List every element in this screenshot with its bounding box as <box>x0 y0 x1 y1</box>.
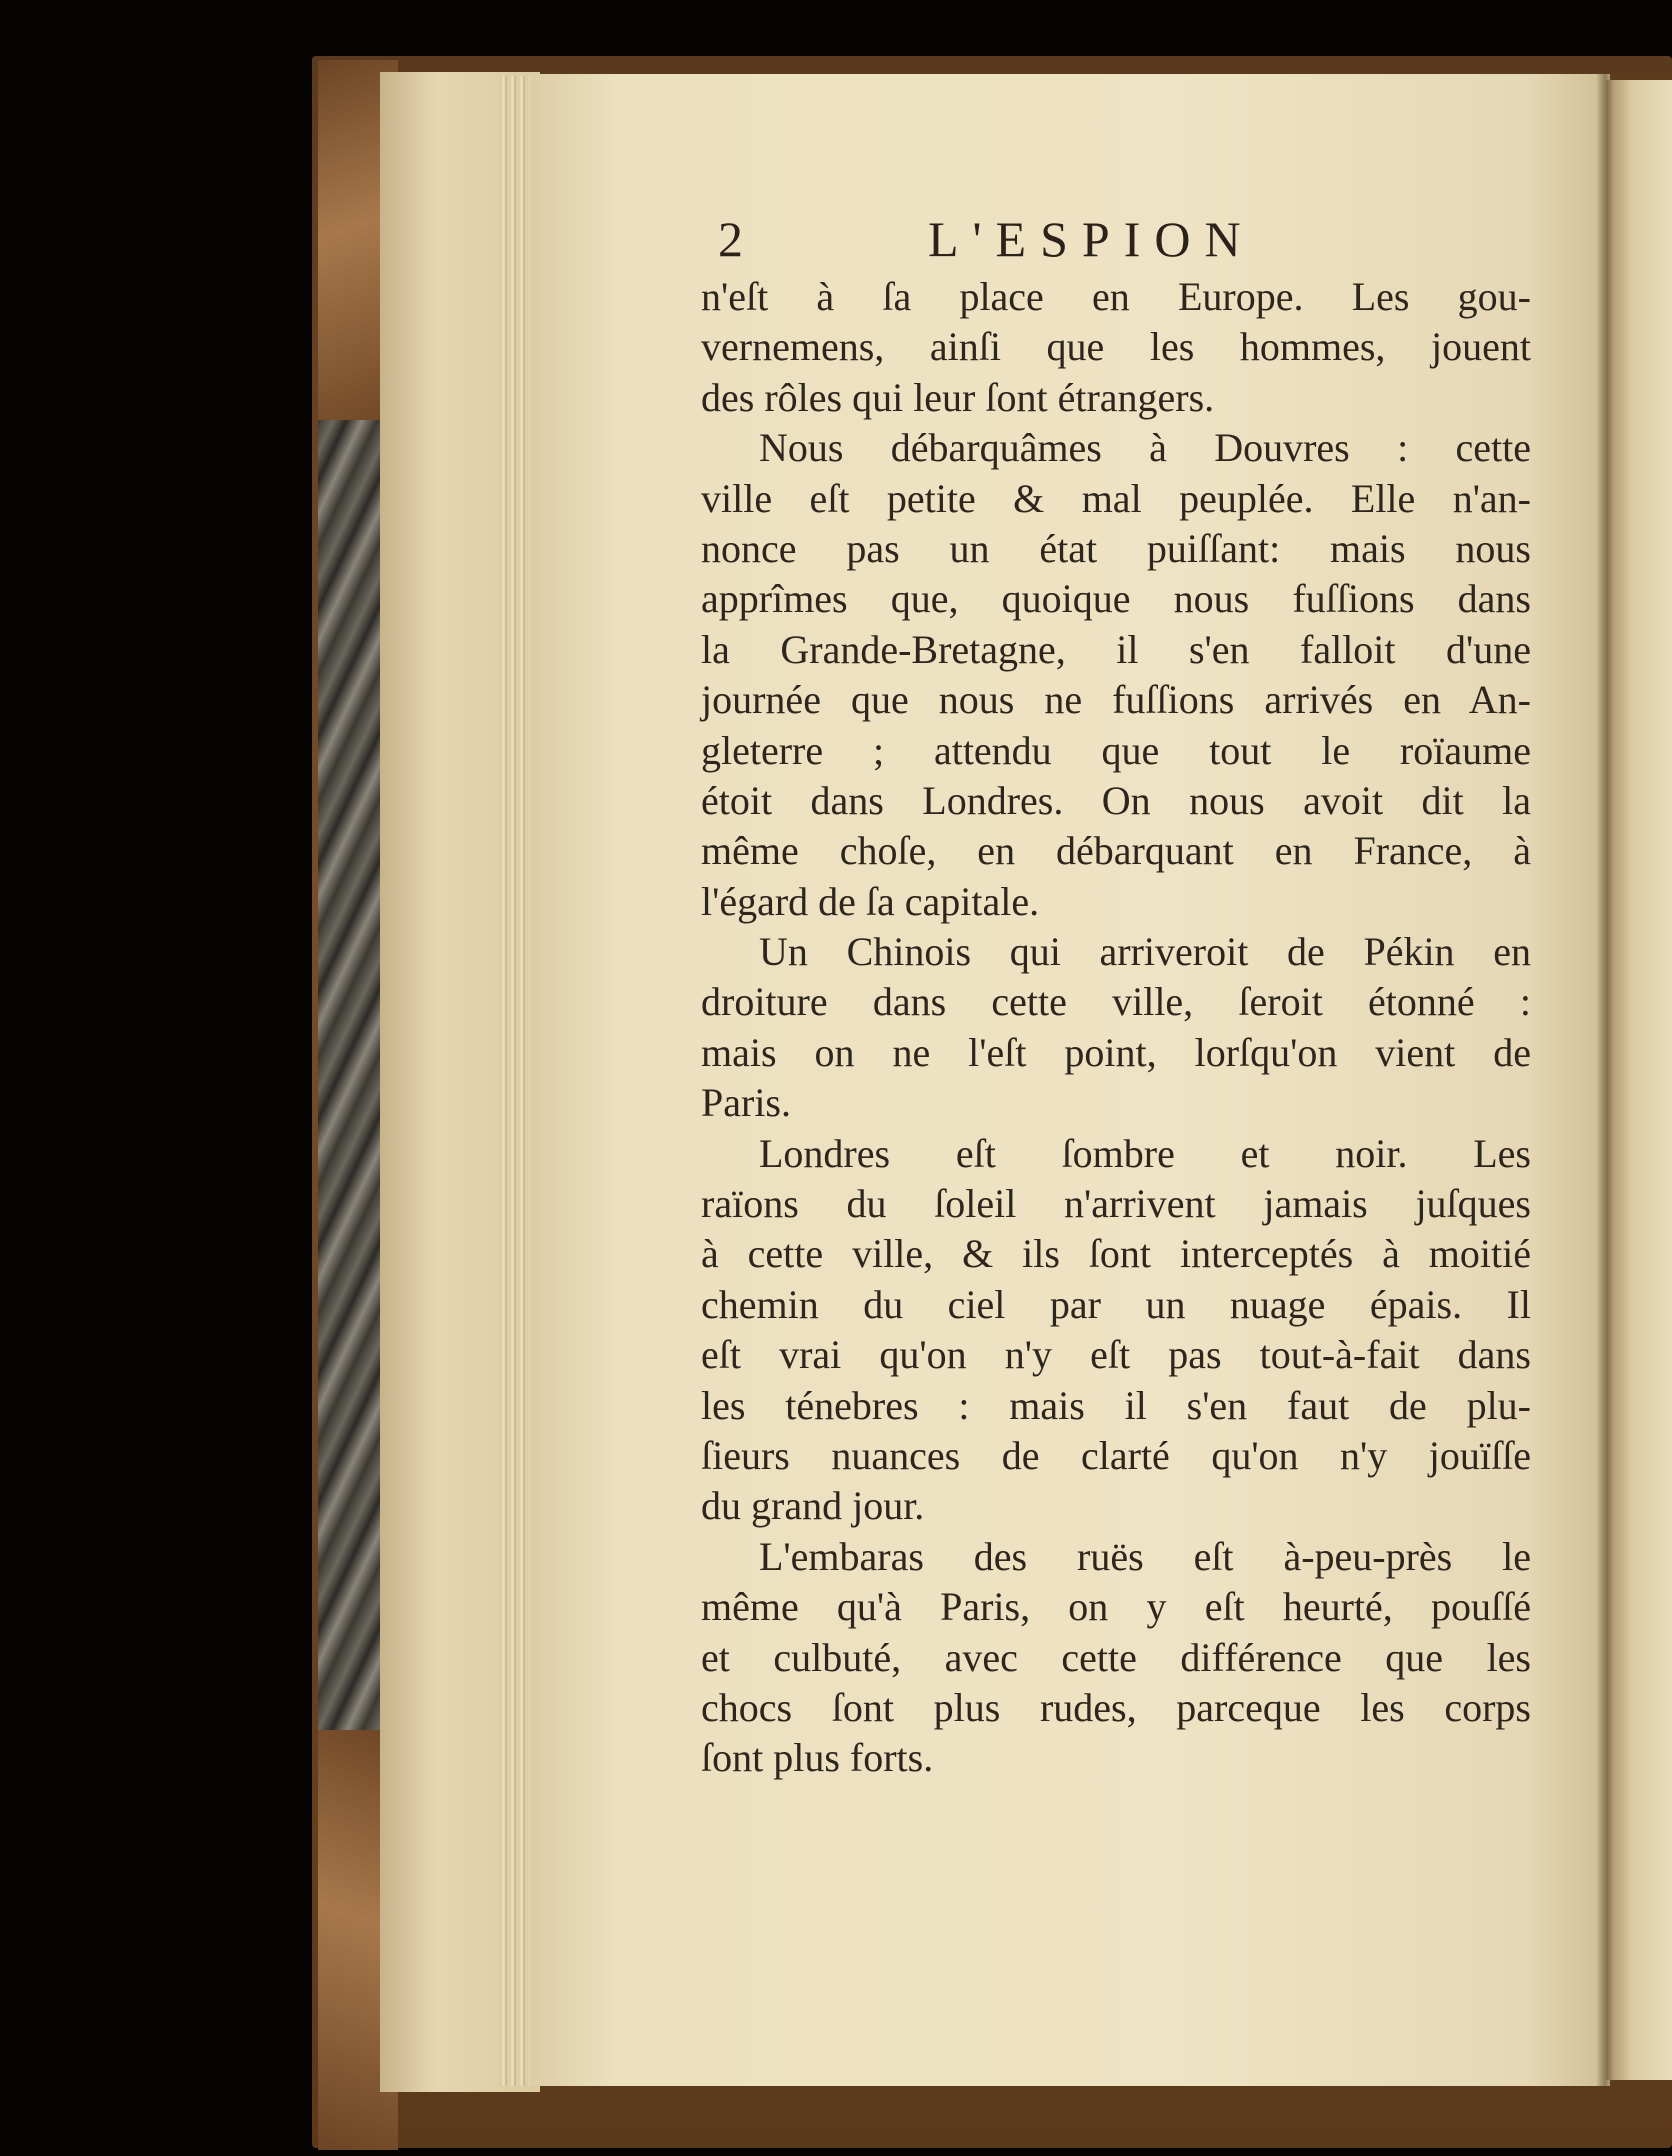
running-title: L'ESPION <box>928 211 1255 267</box>
text-line: raïons du ſoleil n'arrivent jamais juſques <box>701 1181 1531 1227</box>
text-line: à cette ville, & ils ſont interceptés à moitié <box>701 1231 1531 1277</box>
text-line: les ténebres : mais il s'en faut de plu- <box>701 1382 1531 1428</box>
text-line: L'embaras des ruës eſt à-peu-près le <box>759 1533 1531 1579</box>
text-line: du grand jour. <box>701 1483 925 1529</box>
text-line: même choſe, en débarquant en France, à <box>701 828 1531 874</box>
page-body <box>701 272 1531 1784</box>
text-line: même qu'à Paris, on y eſt heurté, pouſſé <box>701 1584 1531 1630</box>
text-line: chocs ſont plus rudes, parceque les corps <box>701 1684 1531 1730</box>
text-line: ſieurs nuances de clarté qu'on n'y jouïſſe <box>701 1432 1531 1478</box>
text-line: eſt vrai qu'on n'y eſt pas tout-à-fait dans <box>701 1332 1531 1378</box>
text-line: l'égard de ſa capitale. <box>701 878 1040 924</box>
text-line: droiture dans cette ville, ſeroit étonné : <box>701 979 1531 1025</box>
facing-page-edge <box>1606 80 1672 2080</box>
text-line: nonce pas un état puiſſant: mais nous <box>701 525 1531 571</box>
text-line: mais on ne l'eſt point, lorſqu'on vient de <box>701 1029 1531 1075</box>
text-line: n'eſt à ſa place en Europe. Les gou- <box>701 274 1531 319</box>
text-line: Paris. <box>701 1080 791 1126</box>
text-line: des rôles qui leur ſont étrangers. <box>701 374 1215 420</box>
text-line: gleterre ; attendu que tout le roïaume <box>701 727 1531 773</box>
text-line: ville eſt petite & mal peuplée. Elle n'an- <box>701 475 1531 521</box>
page-number: 2 <box>718 211 743 267</box>
text-line: Un Chinois qui arriveroit de Pékin en <box>759 929 1531 975</box>
text-line: Londres eſt ſombre et noir. Les <box>759 1130 1531 1176</box>
text-line: apprîmes que, quoique nous fuſſions dans <box>701 576 1531 622</box>
text-line: vernemens, ainſi que les hommes, jouent <box>701 324 1531 370</box>
text-line: et culbuté, avec cette différence que les <box>701 1634 1531 1680</box>
text-line: la Grande-Bretagne, il s'en falloit d'une <box>701 626 1531 672</box>
gutter-shadow <box>1596 74 1614 2086</box>
text-line: Nous débarquâmes à Douvres : cette <box>759 425 1531 471</box>
page-header <box>718 210 1318 270</box>
text-line: ſont plus forts. <box>701 1735 934 1781</box>
text-line: étoit dans Londres. On nous avoit dit la <box>701 777 1531 823</box>
text-line: journée que nous ne fuſſions arrivés en An- <box>701 677 1531 723</box>
text-line: chemin du ciel par un nuage épais. Il <box>701 1281 1531 1327</box>
